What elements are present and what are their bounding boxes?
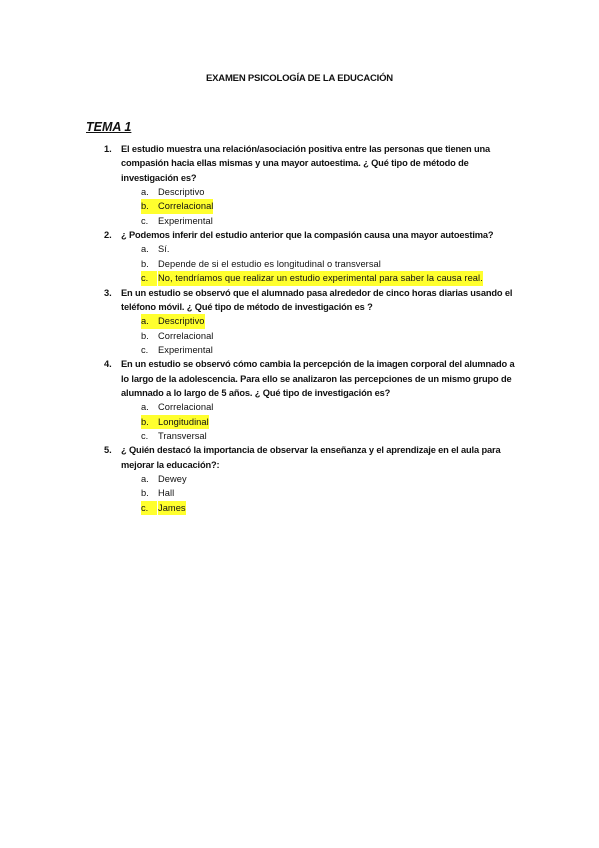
answer-option-highlighted (0, 314, 599, 328)
option-text: Sí. (158, 244, 170, 255)
option-text: No, tendríamos que realizar un estudio experimental para saber la causa real. (158, 271, 483, 285)
option-letter: a. (141, 473, 149, 484)
answer-option (0, 429, 599, 443)
option-text: Correlacional (158, 199, 213, 213)
question-number: 2. (104, 230, 112, 241)
option-text: Longitudinal (158, 415, 209, 429)
answer-options (0, 314, 599, 357)
answer-option (0, 329, 599, 343)
option-letter: a. (141, 314, 158, 328)
option-letter: b. (141, 488, 149, 499)
question-text: ¿ Podemos inferir del estudio anterior que la compasión causa una mayor autoestima? (121, 230, 494, 241)
option-text: Depende de si el estudio es longitudinal o transversal (158, 258, 381, 269)
option-text: Transversal (158, 430, 207, 441)
answer-option-highlighted (0, 415, 599, 429)
answer-option (0, 242, 599, 256)
question-text: El estudio muestra una relación/asociación positiva entre las personas que tienen una compasión hacia ellas mismas y una mayor autoestima. ¿ Qué tipo de método de investigación es? (121, 144, 491, 183)
answer-option (0, 400, 599, 414)
option-letter: b. (141, 330, 149, 341)
question-text: En un estudio se observó que el alumnado pasa alrededor de cinco horas diarias usando el teléfono móvil. ¿ Qué tipo de método de investigación es ? (121, 287, 513, 312)
answer-options (0, 242, 599, 285)
question-text: En un estudio se observó cómo cambia la percepción de la imagen corporal del alumnado a lo largo de la adolescencia. Para ello se analizaron las percepciones de un mismo grupo de alumnado a lo largo de 5 años. ¿ Qué tipo de investigación es? (121, 359, 515, 398)
option-text: Dewey (158, 473, 187, 484)
option-letter: b. (141, 415, 158, 429)
answer-option-highlighted (0, 199, 599, 213)
answer-options (0, 185, 599, 228)
answer-option (0, 343, 599, 357)
question-list (0, 142, 599, 515)
answer-option (0, 214, 599, 228)
option-letter: a. (141, 244, 149, 255)
option-letter: b. (141, 258, 149, 269)
answer-option (0, 257, 599, 271)
option-text: James (158, 501, 186, 515)
option-text: Descriptivo (158, 314, 205, 328)
answer-option-highlighted (0, 271, 599, 285)
answer-option (0, 472, 599, 486)
option-text: Correlacional (158, 330, 214, 341)
question-number: 5. (104, 445, 112, 456)
question-2 (0, 228, 599, 285)
option-letter: c. (141, 430, 149, 441)
option-letter: c. (141, 344, 149, 355)
option-letter: a. (141, 402, 149, 413)
option-text: Experimental (158, 344, 213, 355)
question-4 (0, 357, 599, 443)
answer-options (0, 472, 599, 515)
question-number: 4. (104, 359, 112, 370)
question-5 (0, 443, 599, 515)
option-text: Experimental (158, 215, 213, 226)
option-text: Hall (158, 488, 175, 499)
option-letter: c. (141, 501, 157, 515)
option-text: Correlacional (158, 402, 214, 413)
question-text: ¿ Quién destacó la importancia de observar la enseñanza y el aprendizaje en el aula para mejorar la educación?: (121, 445, 501, 470)
answer-option-highlighted (0, 501, 599, 515)
answer-options (0, 400, 599, 443)
question-3 (0, 286, 599, 358)
answer-option (0, 486, 599, 500)
option-letter: c. (141, 215, 149, 226)
option-letter: a. (141, 186, 149, 197)
option-letter: c. (141, 271, 157, 285)
question-number: 3. (104, 287, 112, 298)
question-1 (0, 142, 599, 228)
option-letter: b. (141, 199, 158, 213)
section-title: TEMA 1 (86, 120, 132, 134)
option-text: Descriptivo (158, 186, 205, 197)
question-number: 1. (104, 144, 112, 154)
answer-option (0, 185, 599, 199)
document-title: EXAMEN PSICOLOGÍA DE LA EDUCACIÓN (206, 73, 393, 84)
